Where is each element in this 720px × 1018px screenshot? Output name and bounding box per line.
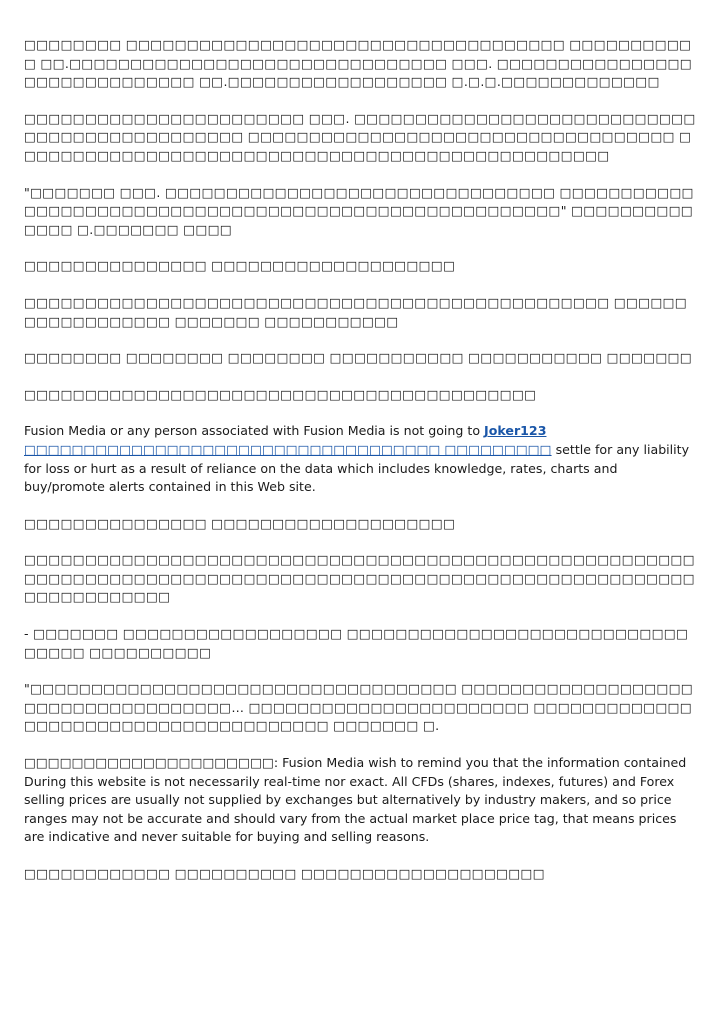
paragraph-9: □□□□□□□□□□□□□□□□□□□□□□□□□□□□□□□□□□□□□□□□□□□□□□□□□□□□□□□□□□□□□□□□□□□□□□□□□□□□□□□□□□□□□□□□□□□□□□□□□□□□□□□□□□□□□□□□□□□□□□□□□□: [24, 552, 695, 605]
paragraph-3: "□□□□□□□ □□□. □□□□□□□□□□□□□□□□□□□□□□□□□□□□□□□□ □□□□□□□□□□□□□□□□□□□□□□□□□□□□□□□□□□□□□□□□□□□□□□□□□□□□□□□" □□□□□□□□□□□□□□ □.□□□□□□□ □□□□: [24, 184, 694, 237]
paragraph-4: □□□□□□□□□□□□□□□ □□□□□□□□□□□□□□□□□□□□: [24, 258, 456, 274]
paragraph-1: □□□□□□□□ □□□□□□□□□□□□□□□□□□□□□□□□□□□□□□□□□□□□ □□□□□□□□□□□ □□.□□□□□□□□□□□□□□□□□□□□□□□□□□□□□□□ □□□. □□□□□□□□□□□□□□□□□□□□□□□□□□□□□□ □□.□□□□□□□□□□□□□□□□□□ □.□.□.□□□□□□□□□□□□□: [24, 37, 693, 90]
fusion-text-after: settle for any liability for loss or hurt as a result of reliance on the data which includes knowledge, rates, charts and buy/promote alerts contained in this Web site.: [24, 441, 690, 495]
paragraph-2: □□□□□□□□□□□□□□□□□□□□□□□ □□□. □□□□□□□□□□□□□□□□□□□□□□□□□□□□□□□□□□□□□□□□□□□□□□ □□□□□□□□□□□□□□□□□□□□□□□□□□□□□□□□□□□ □□□□□□□□□□□□□□□□□□□□□□□□□□□□□□□□□□□□□□□□□□□□□□□□□: [24, 110, 696, 163]
fusion-text-before: Fusion Media or any person associated with Fusion Media is not going to: [24, 423, 485, 439]
paragraph-11: "□□□□□□□□□□□□□□□□□□□□□□□□□□□□□□□□□□□ □□□□□□□□□□□□□□□□□□□□□□□□□□□□□□□□□□□□… □□□□□□□□□□□□□□□□□□□□□□□ □□□□□□□□□□□□□□□□□□□□□□□□□□□□□□□□□□□□□□ □□□□□□□ □.: [24, 681, 694, 734]
paragraph-10: - □□□□□□□ □□□□□□□□□□□□□□□□□□ □□□□□□□□□□□□□□□□□□□□□□□□□□□□□□□□□ □□□□□□□□□□: [24, 626, 689, 660]
paragraph-7: □□□□□□□□□□□□□□□□□□□□□□□□□□□□□□□□□□□□□□□□□□: [24, 386, 537, 402]
paragraph-8: □□□□□□□□□□□□□□□ □□□□□□□□□□□□□□□□□□□□: [24, 515, 456, 531]
disclaimer-prefix: □□□□□□□□□□□□□□□□□□□□□:: [24, 755, 283, 771]
disclaimer-text: Fusion Media wish to remind you that the information contained During this website is not necessarily real-time nor exact. All CFDs (shares, indexes, futures) and Forex selling prices are usually not supplied by exchanges but alternatively by industry makers, and so price ranges may not be accurate and should vary from the actual market place price tag, that means prices are indicative and never suitable for buying and selling reasons.: [24, 755, 687, 845]
paragraph-last: □□□□□□□□□□□□ □□□□□□□□□□ □□□□□□□□□□□□□□□□□□□□: [24, 866, 545, 881]
paragraph-6: □□□□□□□□ □□□□□□□□ □□□□□□□□ □□□□□□□□□□□ □□□□□□□□□□□ □□□□□□□: [24, 350, 693, 366]
fusion-media-paragraph: [24, 422, 696, 496]
joker123-link-bold[interactable]: Joker123: [484, 423, 547, 439]
joker123-link[interactable]: Joker123 □□□□□□□□□□□□□□□□□□□□□□□□□□□□□□□□□□□ □□□□□□□□□: [24, 423, 552, 457]
disclaimer-paragraph: [24, 754, 696, 847]
paragraph-5: □□□□□□□□□□□□□□□□□□□□□□□□□□□□□□□□□□□□□□□□□□□□□□□□ □□□□□□□□□□□□□□□□□□ □□□□□□□ □□□□□□□□□□□: [24, 294, 688, 329]
